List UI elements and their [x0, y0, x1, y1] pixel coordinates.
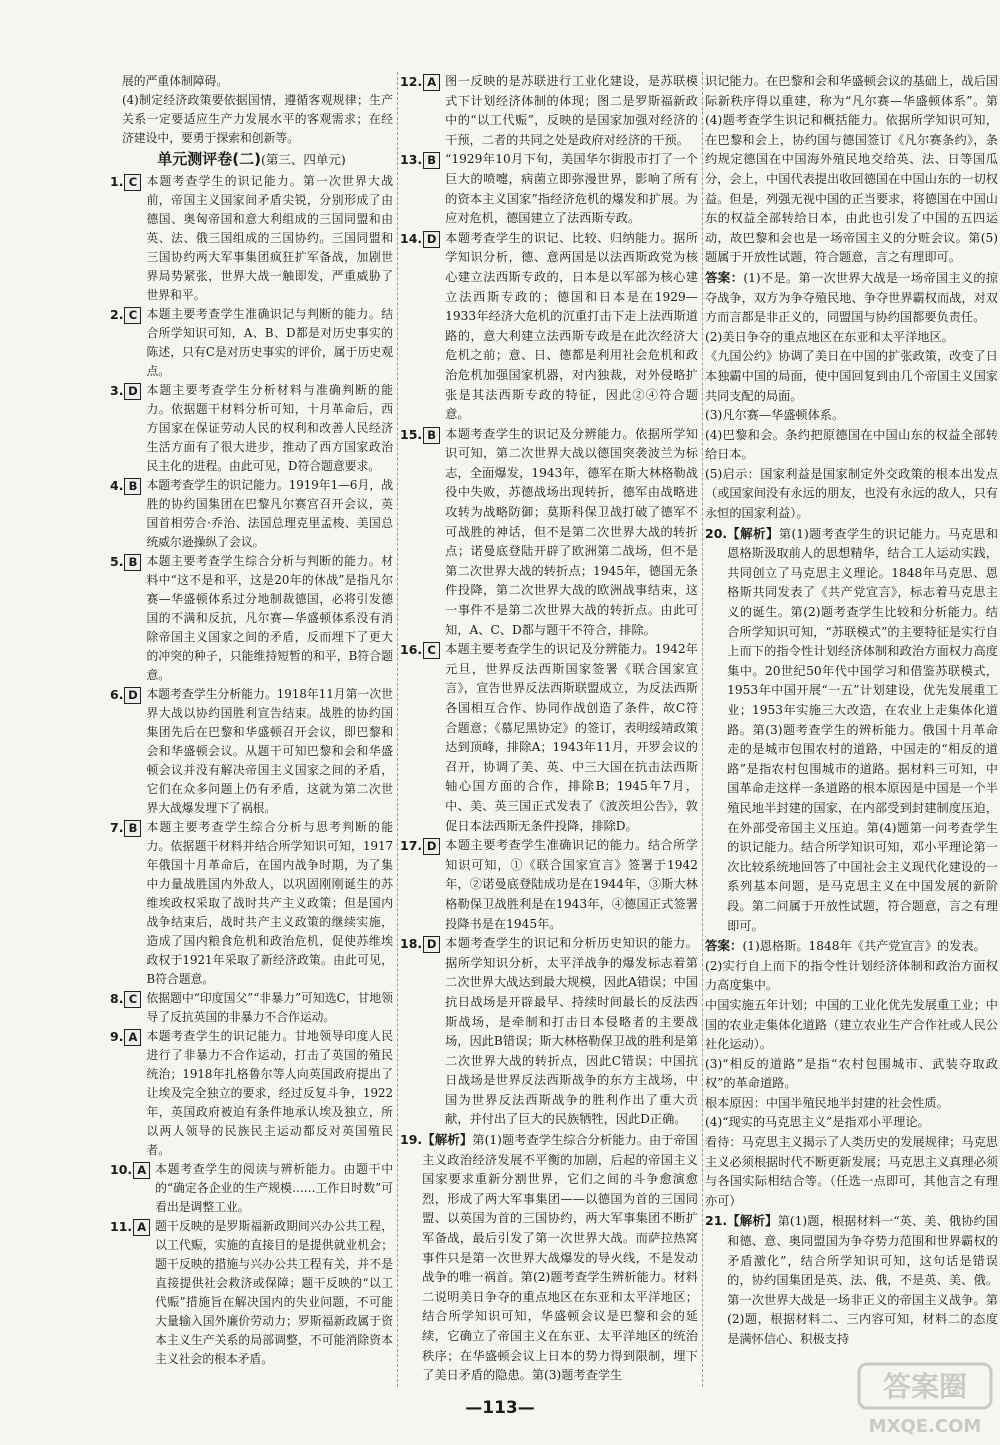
answer-line: (2)美日争夺的重点地区在东亚和太平洋地区。: [705, 329, 954, 344]
answer-item: [400, 229, 698, 425]
watermark-logo: [855, 1360, 995, 1440]
question-number: 13.: [400, 152, 423, 168]
question-number: 17.: [400, 838, 423, 854]
question-number: 20.: [705, 525, 728, 541]
column-left: [110, 72, 393, 1387]
column-middle: [400, 72, 698, 1387]
answer-item: [400, 640, 698, 836]
answer-item: [110, 1027, 393, 1160]
svg-text:答案圈: 答案圈: [882, 1370, 968, 1403]
answer-line: (3)凡尔赛—华盛顿体系。: [705, 408, 845, 423]
analysis-tag: 【解析】: [727, 525, 779, 541]
question-number: 16.: [400, 642, 423, 658]
answer-item: [110, 305, 393, 381]
answer-item: [110, 1160, 393, 1217]
analysis-text: 第(1)题考查学生综合分析能力。由于帝国主义政治经济发展不平衡的加剧，后起的帝国主义国家要求重新分割世界，它们之间的斗争愈演愈烈，形成了两大军事集团——以德国为首的三国同盟、以英国为首的三国协约，两大军事集团不断扩军备战，最后引发了第一次世界大战。而萨拉热窝事件只是第一次世界大战爆发的导火线，不是发动战争的唯一祸首。第(2)题考查学生辨析能力。材料二说明美日争夺的重点地区在东亚和太平洋地区；结合所学知识可知，华盛顿会议是巴黎和会的延续，它确立了帝国主义在东亚、太平洋地区的统治秩序；在华盛顿会议上日本的势力得到限制，埋下了美日矛盾的隐患。第(3)题考查学生: [422, 1133, 698, 1383]
explanation-text: 题干反映的是罗斯福新政期间兴办公共工程，以工代赈，实施的直接目的是提供就业机会；题干反映的措施与兴办公共工程有关，并不是直接提供社会救济或保障；题干反映的“以工代赈”措施旨在解决国内的失业问题，不可能大量输入国外廉价劳动力；罗斯福新政属于资本主义生产关系的局部调整，不可能消除资本主义社会的根本矛盾。: [155, 1219, 393, 1366]
analysis-tag: 【解析】: [422, 1132, 473, 1148]
explanation-text: 本题考查学生的识记及分辨能力。依据所学知识可知，第二次世界大战以德国突袭波兰为标志，全面爆发，1943年，德军在斯大林格勒战役中失败，苏德战场出现转折，德军由战略进攻转为战略防御；莫斯科保卫战打破了德军不可战胜的神话，但不是第二次世界大战的转折点；诺曼底登陆开辟了欧洲第二战场，但不是第二次世界大战的转折点；1945年，德国无条件投降，第二次世界大战的欧洲战事结束，这一事件不是第二次世界大战的转折点。由此可知，A、C、D都与题干不符合，排除。: [445, 426, 698, 637]
intro-line-2: (4)制定经济政策要依据国情，遵循客观规律；生产关系一定要适应生产力发展水平的客观需求；在经济建设中，要勇于探索和创新等。: [122, 93, 393, 145]
column-divider: [702, 72, 703, 1387]
answer-choice-box: A: [133, 1162, 150, 1179]
question-number: 7.: [110, 820, 124, 835]
answer-choice-box: C: [423, 642, 440, 659]
answer-choice-box: D: [423, 838, 440, 855]
answer-item: [110, 818, 393, 989]
answer-list: [110, 172, 393, 1369]
explanation-text: 本题考查学生的识记和分析历史知识的能力。据所学知识分析，太平洋战争的爆发标志着第二次世界大战达到最大规模，因此A错误；中国抗日战场是开辟最早、持续时间最长的反法西斯战场，是牵制和打击日本侵略者的主要战场，因此B错误；斯大林格勒保卫战的胜利是第二次世界大战的转折点，因此C错误；中国抗日战场是世界反法西斯战争的东方主战场，中国为世界反法西斯战争的胜利作出了重大贡献，并付出了巨大的民族牺牲，因此D正确。: [445, 936, 698, 1127]
answer-item: [110, 552, 393, 685]
answer-line: 《九国公约》协调了美日在中国的扩张政策，改变了日本独霸中国的局面，使中国回复到由几个帝国主义国家共同支配的局面。: [705, 349, 998, 403]
explanation-text: 本题考查学生分析能力。1918年11月第一次世界大战以协约国胜利宣告结束。战胜的协约国集团先后在巴黎和华盛顿召开会议，即巴黎和会和华盛顿会议。从题干可知巴黎和会和华盛顿会议并没有解决帝国主义国家之间的矛盾，它们在众多问题上仍有矛盾，这就为第二次世界大战爆发埋下了祸根。: [146, 687, 393, 815]
explanation-text: 本题考查学生的识记能力。1919年1—6月，战胜的协约国集团在巴黎凡尔赛宫召开会议，英国首相劳合·乔治、法国总理克里孟梭、美国总统威尔逊操纵了会议。: [146, 478, 393, 549]
question-number: 21.: [705, 1213, 728, 1229]
question-number: 11.: [110, 1219, 133, 1234]
answer-item: [400, 425, 698, 641]
answer-choice-box: B: [423, 152, 440, 169]
answer-choice-box: A: [124, 1029, 141, 1046]
svg-text:MXQE.COM: MXQE.COM: [868, 1416, 982, 1437]
answer-item: [110, 476, 393, 552]
answer-lines: [705, 957, 998, 1212]
question-number: 2.: [110, 307, 124, 322]
explanation-text: 本题主要考查学生准确识记的能力。结合所学知识可知，①《联合国家宣言》签署于1942年，②诺曼底登陆成功是在1944年，③斯大林格勒保卫战胜利是在1943年，④德国正式签署投降书是在1945年。: [445, 838, 698, 931]
answer-item: [110, 685, 393, 818]
answer-choice-box: C: [124, 991, 141, 1008]
question-number: 6.: [110, 687, 124, 702]
intro-line-1: 展的严重体制障碍。: [122, 74, 229, 88]
answer-choice-box: D: [124, 383, 141, 400]
page-number: —113—: [465, 1398, 535, 1418]
column-divider: [397, 72, 398, 1387]
explanation-text: 本题主要考查学生准确识记与判断的能力。结合所学知识可知，A、B、D都是对历史事实的陈述，只有C是对历史事实的评价，属于历史观点。: [146, 307, 393, 378]
answer-line: (4)“现实的马克思主义”是指邓小平理论。: [705, 1115, 930, 1130]
question-number: 19.: [400, 1132, 423, 1148]
answer-choice-box: B: [124, 478, 141, 495]
explanation-text: 本题考查学生的识记、比较、归纳能力。据所学知识分析，德、意两国是以法西斯政党为核心建立法西斯专政的，日本是以军部为核心建立法西斯专政的；德国和日本是在1929—1933年经济大危机的沉重打击下走上法西斯道路的，意大利建立法西斯专政是在此次经济大危机之前；意、日、德都是利用社会危机和政治危机加强国家机器，对内独裁，对外侵略扩张是其法西斯专政的特征，因此②④符合题意。: [445, 230, 698, 422]
section-subtitle: (第三、四单元): [260, 152, 346, 167]
answer-item: [400, 72, 698, 150]
analysis-text: 第(1)题考查学生的识记能力。马克思和恩格斯汲取前人的思想精华，结合工人运动实践，共同创立了马克思主义理论。1848年马克思、恩格斯共同发表了《共产党宣言》，标志着马克思主义的诞生。第(2)题考查学生比较和分析能力。结合所学知识可知，“苏联模式”的主要特征是实行自上而下的指令性计划经济体制和政治方面权力高度集中。20世纪50年代中国学习和借鉴苏联模式，1953年中国开展“一五”计划建设，优先发展重工业；1953年实施三大改造，在农业上走集体化道路。第(3)题考查学生的辨析能力。俄国十月革命走的是城市包围农村的道路，中国走的“相反的道路”是指农村包围城市的道路。据材料三可知，中国革命走这样一条道路的根本原因是中国是一个半殖民地半封建的国家，在内部受到封建制度压迫，在外部受帝国主义压迫。第(4)题第一问考查学生的识记能力。结合所学知识可知，邓小平理论第一次比较系统地回答了中国社会主义现代化建设的一系列基本问题，是马克思主义在中国发展的新阶段。第二问属于开放性试题，符合题意，言之有理即可。: [727, 526, 998, 933]
explanation-text: 本题考查学生的识记能力。第一次世界大战前，帝国主义国家间矛盾尖锐，分别形成了由德国、奥匈帝国和意大利组成的三国同盟和由英、法、俄三国组成的三国协约。三国同盟和三国协约两大军事集团疯狂扩军备战，加剧世界局势紧张，世界大战一触即发，严重威胁了世界和平。: [146, 174, 393, 302]
question-number: 8.: [110, 991, 124, 1006]
answer-choice-box: A: [133, 1219, 150, 1236]
question-number: 1.: [110, 174, 124, 189]
answer-choice-box: B: [124, 554, 141, 571]
answer-choice-box: B: [124, 820, 141, 837]
answer-choice-box: A: [423, 74, 440, 91]
explanation-text: 依据题中“印度国父”“非暴力”可知选C，甘地领导了反抗英国的非暴力不合作运动。: [146, 991, 393, 1024]
explanation-text: 本题主要考查学生综合分析与判断的能力。材料中“这不是和平，这是20年的休战”是指凡尔赛—华盛顿体系过分地制裁德国，必将引发德国的不满和反抗，凡尔赛—华盛顿体系没有消除帝国主义国家之间的矛盾，反而埋下了更大的冲突的种子，只能维持短暂的和平，B符合题意。: [146, 554, 393, 682]
answer-label: 答案：: [705, 269, 744, 285]
answer-line: (5)启示：国家利益是国家制定外交政策的根本出发点（或国家间没有永远的朋友，也没有永远的敌人，只有永恒的国家利益）。: [705, 466, 998, 521]
answer-item: [110, 381, 393, 476]
answer-item: [400, 836, 698, 934]
answer-item: [400, 150, 698, 228]
section-title: 单元测评卷(二): [157, 150, 261, 168]
explanation-text: 图一反映的是苏联进行工业化建设，是苏联模式下计划经济体制的体现；图二是罗斯福新政中的“以工代赈”，反映的是国家加强对经济的干预，二者的共同之处是政府对经济的干预。: [445, 74, 698, 147]
answer-item-20: [705, 524, 998, 936]
question-number: 18.: [400, 936, 423, 952]
explanation-text: 本题考查学生的阅读与辨析能力。由题干中的“确定各企业的生产规模……工作日时数”可看出是调整工业。: [155, 1162, 393, 1214]
answer-line: (4)巴黎和会。条约把原德国在中国山东的权益全部转给日本。: [705, 427, 998, 462]
question-number: 14.: [400, 230, 423, 246]
answer-item-19: [400, 1130, 698, 1386]
explanation-text: 本题主要考查学生分析材料与准确判断的能力。依据题干材料分析可知，十月革命后，西方国家在保证劳动人民的权利和改善人民经济生活方面有了很大进步，推动了西方国家政治民主化的进程。由此可见，D符合题意要求。: [146, 383, 393, 473]
answer-item: [400, 934, 698, 1130]
question-number: 9.: [110, 1029, 124, 1044]
explanation-text: 本题主要考查学生的识记及分辨能力。1942年元旦，世界反法西斯国家签署《联合国家宣言》，宣告世界反法西斯联盟成立，为反法西斯各国相互合作、协同作战创造了条件，故C符合题意；《慕尼黑协定》的签订，表明绥靖政策达到顶峰，排除A；1943年11月，开罗会议的召开，协调了美、英、中三大国在抗击法西斯轴心国方面的合作，排除B；1945年7月，中、美、英三国正式发表了《波茨坦公告》，敦促日本法西斯无条件投降，排除D。: [445, 642, 698, 833]
question-number: 5.: [110, 554, 124, 569]
answer-line: (2)实行自上而下的指令性计划经济体制和政治方面权力高度集中。: [705, 958, 998, 993]
answer-line: (3)“相反的道路”是指“农村包围城市、武装夺取政权”的革命道路。: [705, 1056, 998, 1091]
question-number: 10.: [110, 1162, 133, 1177]
answer-choice-box: C: [124, 307, 141, 324]
answer-lines: [705, 328, 998, 524]
explanation-text: 本题主要考查学生综合分析与思考判断的能力。依据题干材料并结合所学知识可知，1917年俄国十月革命后，在国内战争时期，为了集中力量战胜国内外敌人，以巩固刚刚诞生的苏维埃政权采取了战时共产主义政策；但是国内战争结束后，战时共产主义政策的继续实施，造成了国内粮食危机和政治危机，促使苏维埃政权于1921年采取了新经济政策。由此可见，B符合题意。: [146, 820, 393, 986]
analysis-continued: 识记能力。在巴黎和会和华盛顿会议的基础上，战后国际新秩序得以重建，称为“凡尔赛—华盛顿体系”。第(4)题考查学生识记和概括能力。依据所学知识可知，在巴黎和会上，协约国与德国签订《凡尔赛条约》，条约规定德国在中国海外殖民地交给英、法、日等国瓜分，会上，中国代表提出收回德国在中国山东的一切权益。但是，列强无视中国的正当要求，将德国在中国山东的权益全部转给日本，由此也引发了中国的五四运动，故巴黎和会也是一场帝国主义的分赃会议。第(5)题属于开放性试题，符合题意，言之有理即可。: [705, 74, 998, 265]
section-heading: [110, 150, 393, 170]
answer-line: 根本原因：中国半殖民地半封建的社会性质。: [705, 1095, 949, 1110]
answer-line: (1)不是。第一次世界大战是一场帝国主义的掠夺战争，双方为争夺殖民地、争夺世界霸权而战，对双方而言都是非正义的，同盟国与协约国都要负责任。: [705, 270, 998, 325]
answer-choice-box: D: [423, 231, 440, 248]
analysis-text: 第(1)题，根据材料一“英、美、俄协约国和德、意、奥同盟国为争夺势力范围和世界霸权的矛盾激化”，结合所学知识可知，这句话是错误的，协约国集团是英、法、俄，不是英、美、俄。第一次世界大战是一场非正义的帝国主义战争。第(2)题，根据材料二、三内容可知，材料二的态度是满怀信心、积极支持: [727, 1214, 998, 1346]
answer-choice-box: C: [124, 174, 141, 191]
answer-item: [110, 1217, 393, 1369]
answer-line: 看待：马克思主义揭示了人类历史的发展规律；马克思主义必须根据时代不断更新发展；马克思主义真理必须与各国实际相结合等。（任选一点即可，其他言之有理亦可）: [705, 1135, 998, 1208]
answer-list: [400, 72, 698, 1130]
question-number: 3.: [110, 383, 124, 398]
answer-choice-box: D: [124, 687, 141, 704]
answer-item: [110, 989, 393, 1027]
question-number: 4.: [110, 478, 124, 493]
answer-choice-box: D: [423, 936, 440, 953]
explanation-text: “1929年10月下旬，美国华尔街股市打了一个巨大的喷嚏，病菌立即弥漫世界，影响了所有的资本主义国家”指经济危机的爆发和扩展。为应对危机，德国建立了法西斯专政。: [445, 152, 698, 226]
question-number: 15.: [400, 426, 423, 442]
answer-line: 中国实施五年计划；中国的工业化优先发展重工业；中国的农业走集体化道路（建立农业生产合作社或人民公社化运动）。: [705, 997, 998, 1052]
answer-item: [110, 172, 393, 305]
answer-item-21: [705, 1211, 998, 1349]
explanation-text: 本题考查学生的识记能力。甘地领导印度人民进行了非暴力不合作运动，打击了英国的殖民统治；1918年扎格鲁尔等人向英国政府提出了让埃及完全独立的要求，经过反复斗争，1922年，英国政府被迫有条件地承认埃及独立，所以两人领导的民族民主运动都反对英国殖民者。: [146, 1029, 393, 1157]
answer-line: (1)恩格斯。1848年《共产党宣言》的发表。: [742, 939, 986, 954]
question-number: 12.: [400, 74, 423, 89]
answer-choice-box: B: [423, 427, 440, 444]
analysis-tag: 【解析】: [727, 1213, 778, 1229]
answer-label: 答案：: [705, 938, 743, 954]
column-right: [705, 72, 998, 1387]
